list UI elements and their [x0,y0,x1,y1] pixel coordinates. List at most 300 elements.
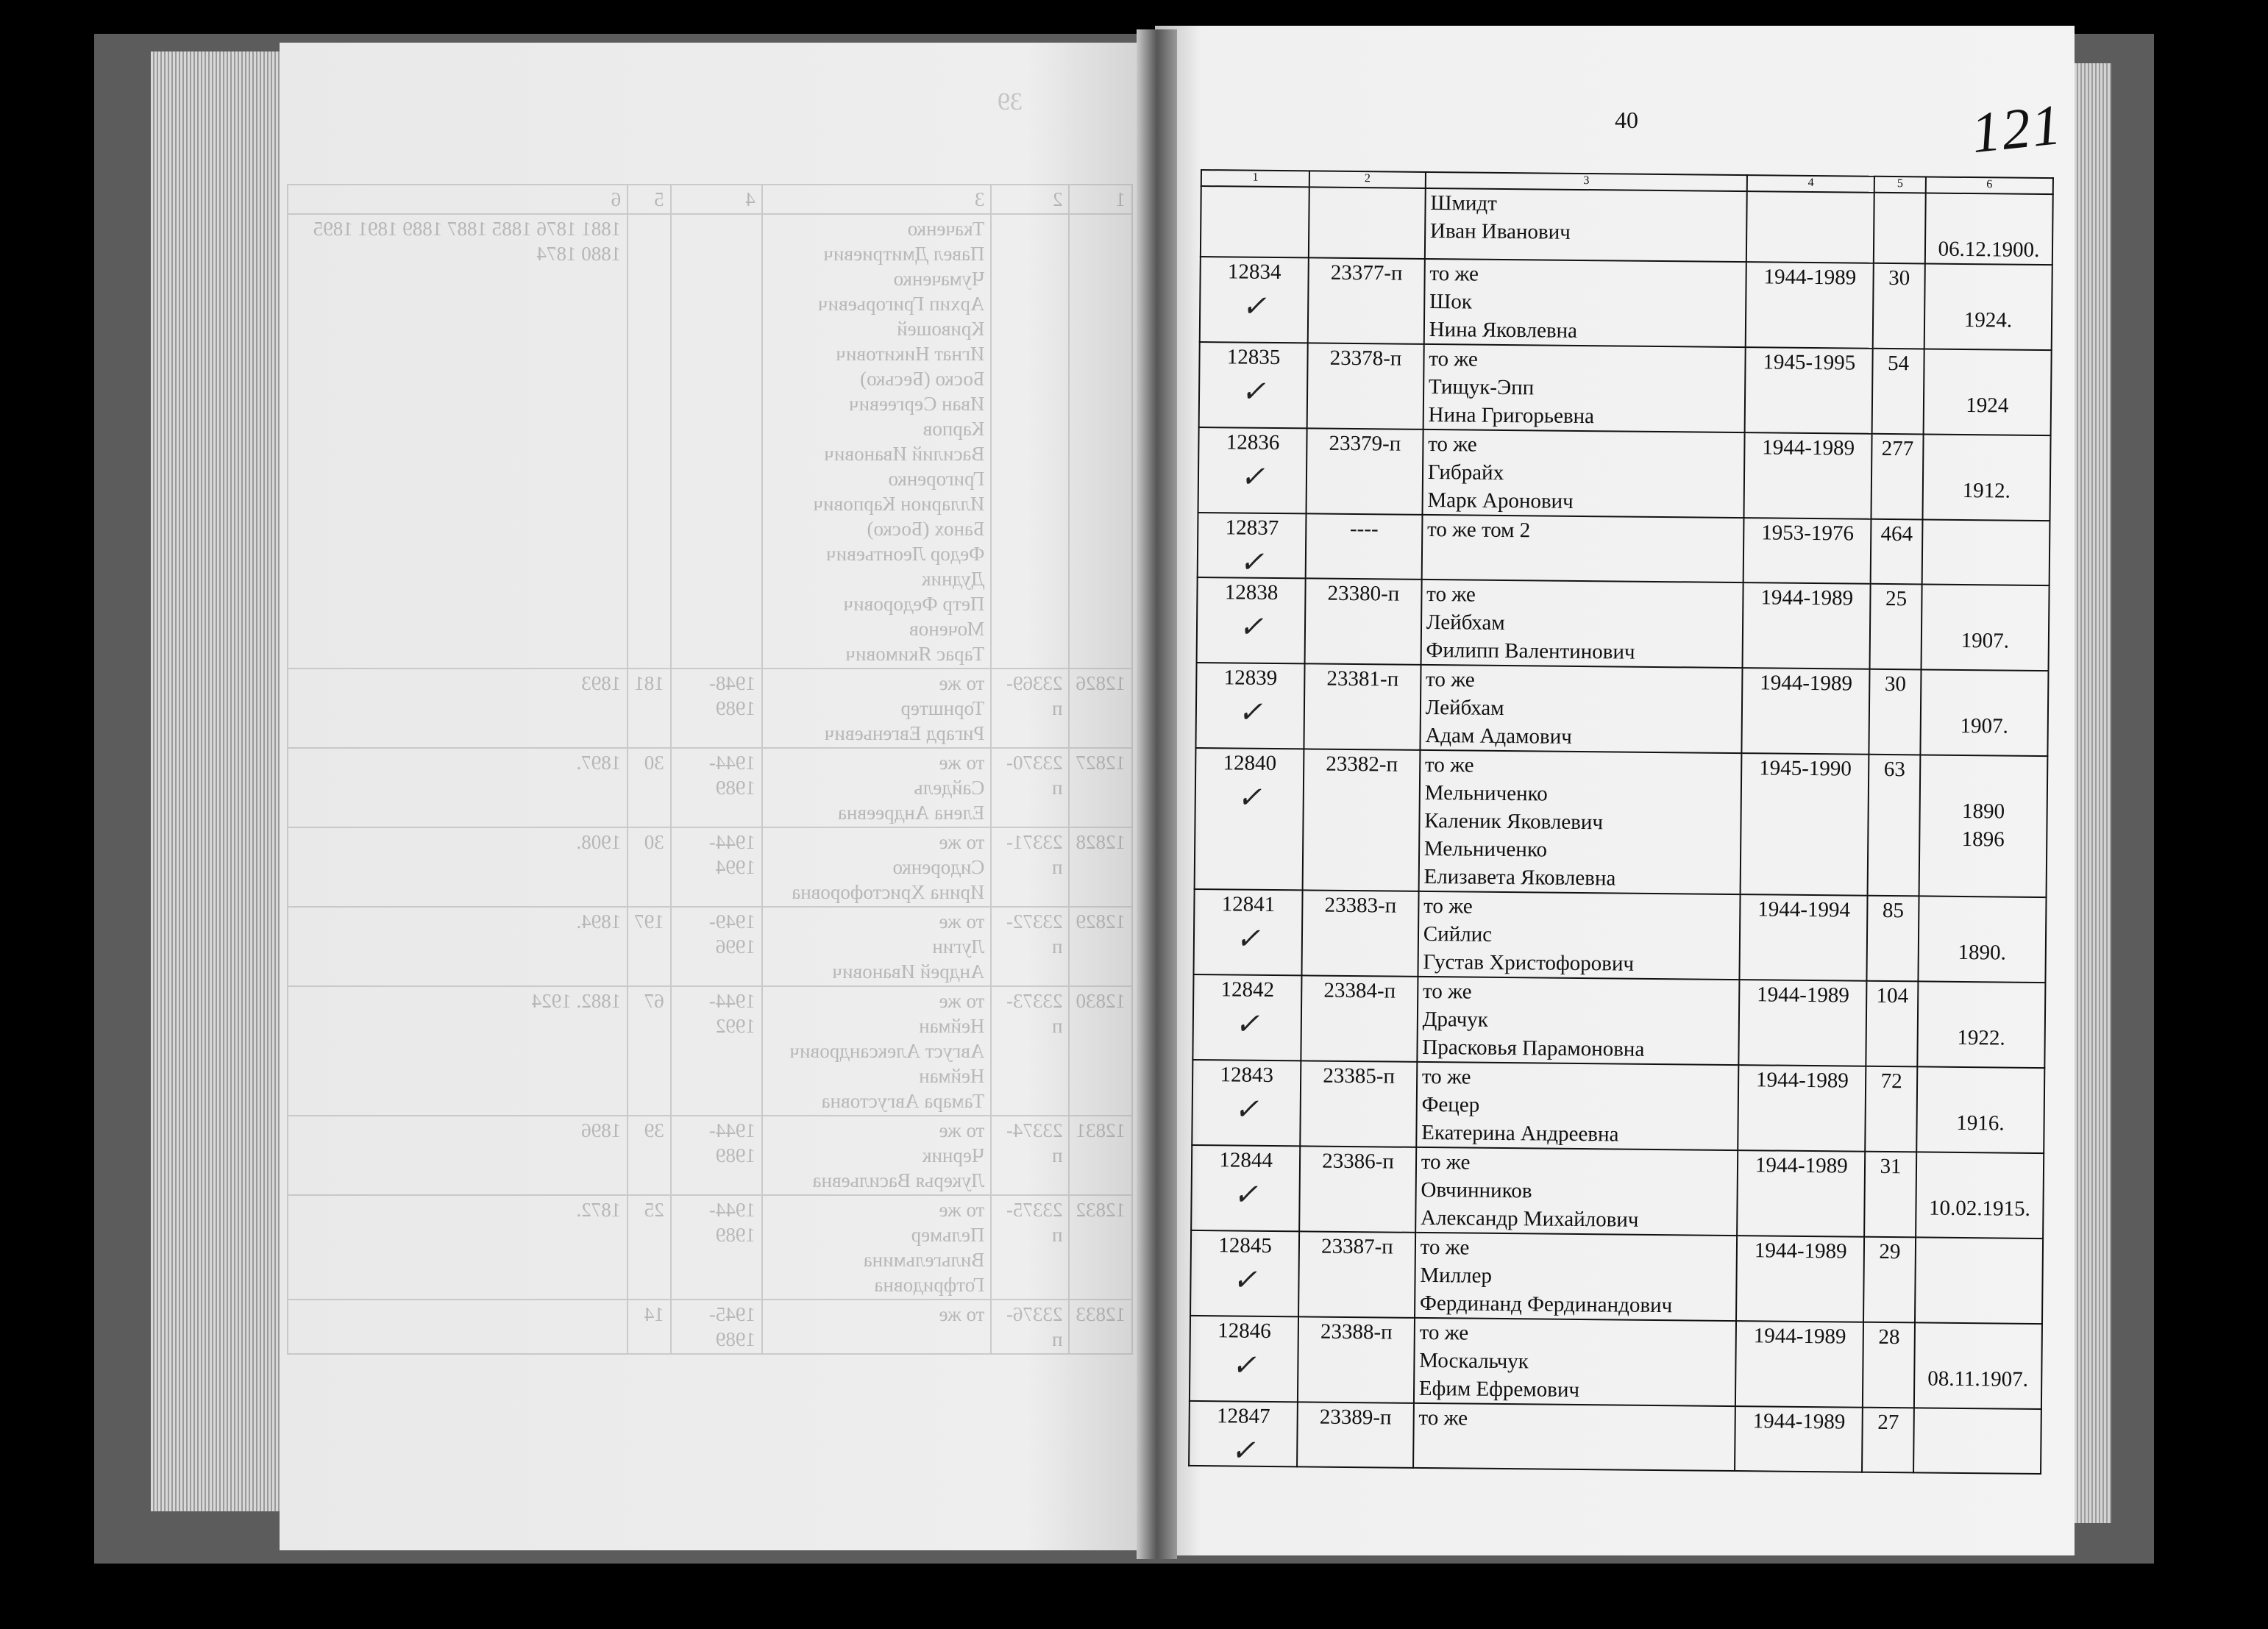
left-name-line: Ткаченко [907,218,985,240]
birth-year [1916,1152,2044,1238]
left-person-names [762,827,992,907]
birth-value: 08.11.1907. [1927,1366,2029,1391]
archive-code: 23385-п [1300,1061,1417,1147]
left-name-line: Архип Григорьевич [817,293,985,315]
left-name-line: Игнат Никитович [836,343,985,365]
birth-value: 1922. [1957,1025,2005,1050]
name-line: Гибрайх [1427,460,1504,485]
person-names [1418,750,1741,894]
left-name-line: Чумаченко [893,268,985,290]
archive-code: ---- [1306,513,1422,580]
left-date-range: 1944-1989 [671,1195,762,1300]
left-sheet-count: 30 [628,827,671,907]
left-record-number: 12830 [1070,986,1133,1116]
checkmark-icon: ✓ [1235,922,1261,955]
name-line: то же [1423,894,1473,919]
birth-year [1914,1322,2042,1409]
checkmark-icon: ✓ [1233,1177,1259,1211]
person-names [1421,515,1743,582]
left-column-header: 1 [1070,185,1133,214]
birth-value: 1890 [1961,799,2005,824]
checkmark-icon: ✓ [1237,695,1263,729]
record-number-text: 12836 [1226,430,1280,455]
person-names [1422,429,1745,518]
left-birth-year: 1881 1876 1885 1887 1889 1891 1895 1880 1874 [288,214,628,669]
archive-code: 23381-п [1304,663,1421,750]
table-row [1192,974,2045,1068]
left-page-number: 39 [998,88,1023,115]
left-date-range [671,214,762,669]
left-person-names [762,986,992,1116]
name-line: Прасковья Парамоновна [1422,1035,1645,1061]
sheet-count: 29 [1863,1237,1916,1323]
left-column-header-row [288,185,1132,214]
table-row [1198,513,2050,585]
page-number: 40 [1615,107,1638,133]
left-name-line: Василий Иванович [824,443,985,465]
left-table-row [288,1195,1132,1300]
left-name-line: Елена Андреевна [837,802,985,824]
left-table-row [288,827,1132,907]
left-name-line: Нейман [919,1015,985,1037]
left-record-number: 12831 [1070,1116,1133,1195]
column-header-3: 3 [1426,172,1748,191]
checkmark-icon: ✓ [1234,1007,1260,1041]
name-line: Филипп Валентинович [1426,638,1635,664]
left-name-line: Григоренко [888,468,985,490]
birth-year [1919,755,2047,897]
name-line: Адам Адамович [1425,723,1572,749]
record-number-text: 12841 [1221,892,1276,917]
book-gutter [1137,29,1177,1559]
left-record-number: 12827 [1070,748,1133,827]
record-number-text: 12840 [1223,751,1277,776]
record-number-text: 12845 [1218,1233,1272,1258]
left-archive-code: 23373-п [991,986,1069,1116]
name-line: Мельниченко [1423,836,1548,862]
left-birth-year [288,1300,628,1354]
date-range: 1944-1989 [1735,1321,1863,1408]
table-row [1195,663,2048,756]
left-column-header: 4 [671,185,762,214]
date-range [1746,191,1874,263]
person-names [1416,1062,1739,1150]
date-range: 1944-1989 [1743,582,1871,669]
checkmark-icon: ✓ [1241,289,1267,323]
register-table-wrap [1188,169,2054,1475]
left-archive-code [991,214,1069,669]
date-range: 1944-1989 [1744,432,1872,519]
person-names [1414,1318,1737,1406]
name-line: то же [1429,261,1479,286]
name-line: Иван Иванович [1429,218,1571,244]
left-sheet-count: 14 [628,1300,671,1354]
record-number [1197,577,1306,663]
left-name-line: Август Александрович [789,1040,985,1062]
date-range: 1953-1976 [1743,518,1871,584]
sheet-count: 27 [1862,1408,1913,1473]
name-line: Густав Христофорович [1423,949,1635,976]
archive-code: 23380-п [1305,578,1422,665]
left-record-number: 12829 [1070,907,1133,986]
record-number-text [1206,187,1304,188]
name-line: Ефим Ефремович [1418,1376,1580,1402]
left-name-line: то же [939,910,985,933]
sheet-count: 25 [1870,584,1922,670]
left-person-names [762,669,992,748]
left-name-line: Лукерья Васильевна [812,1169,985,1191]
archive-code: 23382-п [1303,749,1420,891]
column-header-4: 4 [1747,175,1874,193]
left-name-line: то же [939,672,985,694]
name-line: Москальчук [1419,1348,1529,1374]
left-archive-code: 23374-п [991,1116,1069,1195]
record-number [1189,1401,1298,1466]
archive-code: 23377-п [1308,257,1425,344]
left-name-line: Сайдель [914,777,985,799]
archive-code: 23386-п [1299,1146,1416,1233]
archive-code: 23389-п [1297,1402,1413,1468]
person-names [1417,977,1740,1065]
left-date-range: 1944-1989 [671,748,762,827]
record-number [1190,1316,1298,1402]
left-table-row [288,1300,1132,1354]
left-sheet-count [628,214,671,669]
birth-year [1924,263,2052,350]
name-line: Лейбхам [1426,610,1505,635]
record-number [1192,974,1301,1061]
birth-value: 1912. [1962,478,2011,503]
name-line: Миллер [1420,1263,1493,1288]
person-names [1423,344,1746,432]
left-name-line: Кривошей [897,318,985,340]
left-sheet-count: 197 [628,907,671,986]
column-header-1: 1 [1201,170,1309,187]
archive-code: 23379-п [1307,428,1423,515]
name-line: Сийлис [1423,922,1493,947]
checkmark-icon: ✓ [1238,610,1264,644]
table-row [1198,427,2051,521]
left-table-row [288,748,1132,827]
left-record-number: 12828 [1070,827,1133,907]
left-archive-code: 23372-п [991,907,1069,986]
left-name-line: Боско (Бесько) [860,368,985,390]
left-sheet-count: 67 [628,986,671,1116]
left-birth-year: 1893 [288,669,628,748]
name-line: Фердинанд Фердинандович [1419,1291,1673,1318]
archive-code: 23378-п [1307,343,1424,429]
left-birth-year: 1894. [288,907,628,986]
left-person-names [762,907,992,986]
person-names [1425,188,1747,262]
name-line: то же [1429,346,1479,371]
record-number [1198,427,1307,513]
table-row [1195,748,2048,897]
archive-code: 23388-п [1298,1316,1415,1403]
left-archive-code: 23375-п [991,1195,1069,1300]
sheet-count: 30 [1873,263,1925,349]
sheet-count: 72 [1866,1066,1918,1152]
left-name-line: Павел Дмитриевич [823,243,985,265]
birth-value: 1916. [1956,1111,2005,1136]
birth-value: 10.02.1915. [1928,1196,2030,1221]
left-date-range: 1944-1992 [671,986,762,1116]
column-header-5: 5 [1874,177,1926,193]
checkmark-icon: ✓ [1239,545,1265,579]
record-number-text: 12842 [1220,977,1275,1002]
record-number-text: 12838 [1224,580,1279,605]
left-birth-year: 1896 [288,1116,628,1195]
left-archive-code: 23370-п [991,748,1069,827]
birth-year [1915,1237,2043,1324]
birth-year [1920,669,2048,756]
column-header-6: 6 [1926,177,2053,194]
table-row [1190,1316,2042,1409]
person-names [1415,1147,1738,1236]
left-birth-year: 1897. [288,748,628,827]
archive-code [1309,187,1425,259]
record-number [1198,513,1307,578]
date-range: 1944-1989 [1735,1406,1863,1472]
birth-value: 1907. [1960,628,2010,653]
left-name-line: Дудник [921,568,985,590]
left-name-line: то же [939,990,985,1012]
left-name-line: Тарас Якимович [845,643,985,665]
person-names [1421,580,1743,668]
archive-code: 23387-п [1298,1231,1415,1318]
date-range: 1944-1989 [1739,980,1867,1066]
left-date-range: 1949-1996 [671,907,762,986]
sheet-count: 31 [1864,1152,1916,1238]
sheet-count: 85 [1867,896,1919,982]
left-name-line: Лугин [932,935,985,958]
left-column-header: 3 [762,185,992,214]
sheet-count: 277 [1871,434,1924,520]
name-line: то же [1421,1149,1471,1174]
table-row [1197,577,2050,671]
record-number [1199,342,1308,428]
left-table-row [288,669,1132,748]
birth-year [1923,349,2051,435]
date-range: 1945-1995 [1745,347,1873,434]
left-archive-code: 23376-п [991,1300,1069,1354]
left-name-line: Пельмер [911,1224,985,1246]
date-range: 1944-1989 [1746,262,1874,349]
table-row [1201,186,2053,265]
table-row [1193,889,2046,983]
record-number-text: 12843 [1220,1063,1274,1088]
birth-value: 1890. [1958,940,2007,965]
left-sheet-count: 181 [628,669,671,748]
checkmark-icon: ✓ [1237,780,1262,814]
birth-year [1921,584,2049,671]
record-number-text: 12846 [1217,1319,1271,1343]
name-line: то же [1424,752,1474,777]
left-column-header: 2 [991,185,1069,214]
left-sheet-count: 30 [628,748,671,827]
left-name-line: Иван Сергеевич [849,393,985,415]
table-row [1189,1401,2041,1474]
name-line: Каленик Яковлевич [1424,808,1604,835]
archive-code: 23383-п [1302,890,1419,977]
left-table-row [288,907,1132,986]
left-name-line: то же [939,1303,985,1325]
record-number [1201,186,1309,257]
left-name-line: Петр Федорович [843,593,985,615]
birth-year [1925,193,2053,265]
record-number [1195,663,1304,749]
left-name-line: Сидоренко [892,856,985,878]
birth-value: 1924. [1963,307,2013,332]
sheet-count: 54 [1872,349,1924,435]
sheet-count [1874,193,1925,264]
left-name-line: Карпов [923,418,985,440]
record-number-text: 12834 [1227,260,1281,285]
person-names [1415,1233,1738,1321]
left-person-names [762,748,992,827]
name-line: то же [1419,1320,1469,1345]
left-name-line: Илларион Карпович [813,493,985,515]
left-column-header: 5 [628,185,671,214]
checkmark-icon: ✓ [1232,1263,1258,1297]
register-table [1188,169,2054,1475]
name-line: Мельниченко [1424,780,1548,806]
left-birth-year: 1872. [288,1195,628,1300]
left-name-line: то же [939,752,985,774]
table-row [1200,257,2052,350]
table-row [1199,342,2052,435]
record-number-text: 12837 [1225,516,1279,541]
name-line: то же [1426,582,1476,607]
record-number-text: 12844 [1219,1148,1273,1173]
name-line: то же [1421,1064,1471,1089]
sheet-count: 28 [1863,1322,1915,1408]
name-line: Александр Михайлович [1420,1205,1639,1232]
record-number [1193,889,1302,975]
left-name-line: Черник [922,1144,985,1166]
left-name-line: Тамара Августовна [821,1090,985,1112]
record-number-text: 12835 [1226,345,1281,370]
name-line: то же [1420,1235,1470,1260]
name-line: Елизавета Яковлевна [1423,864,1616,891]
checkmark-icon: ✓ [1240,460,1265,493]
name-line: то же [1425,667,1475,692]
birth-year [1918,896,2046,983]
table-row [1191,1145,2044,1238]
name-line: то же [1422,979,1472,1004]
left-record-number [1070,214,1133,669]
left-person-names [762,1116,992,1195]
name-line: Овчинников [1421,1177,1532,1203]
left-birth-year: 1882. 1924 [288,986,628,1116]
left-name-line: Ирина Христофоровна [792,881,985,903]
left-person-names [762,214,992,669]
checkmark-icon: ✓ [1234,1092,1259,1126]
left-name-line: Нейман [919,1065,985,1087]
left-name-line: Торнштер [900,697,985,719]
checkmark-icon: ✓ [1240,374,1266,408]
handwritten-folio-number: 121 [1968,91,2066,165]
sheet-count: 464 [1871,519,1922,585]
record-number [1192,1060,1301,1146]
name-line: Нина Яковлевна [1429,317,1578,343]
record-number [1190,1230,1299,1316]
left-name-line: Моченов [909,618,985,640]
sheet-count: 30 [1869,669,1922,755]
left-archive-code: 23369-п [991,669,1069,748]
record-number-text: 12839 [1223,666,1278,691]
birth-year [1922,434,2050,521]
date-range: 1944-1989 [1738,1065,1866,1152]
checkmark-icon: ✓ [1230,1433,1256,1467]
left-name-line: то же [939,1119,985,1141]
left-record-number: 12833 [1070,1300,1133,1354]
name-line: Марк Аронович [1427,488,1574,513]
name-line: Нина Григорьевна [1428,402,1595,429]
date-range: 1944-1989 [1736,1236,1864,1322]
left-name-line: Андрей Иванович [832,960,985,983]
record-number [1191,1145,1300,1231]
archive-code: 23384-п [1301,975,1418,1062]
left-archive-code: 23371-п [991,827,1069,907]
date-range: 1944-1994 [1740,894,1868,981]
name-line: Драчук [1422,1007,1489,1032]
left-sheet-count: 25 [628,1195,671,1300]
left-name-line: Федор Леонтьевич [826,543,985,565]
left-name-line: Вильгельмина Готфридовна [863,1249,985,1296]
left-table-row [288,214,1132,669]
left-date-range: 1944-1989 [671,1116,762,1195]
left-name-line: Банох (Боско) [867,518,985,540]
sheet-count: 63 [1868,755,1920,897]
birth-year [1922,519,2050,585]
table-row [1192,1060,2044,1153]
birth-year [1917,981,2045,1068]
left-record-number: 12832 [1070,1195,1133,1300]
date-range: 1945-1990 [1741,753,1869,896]
date-range: 1944-1989 [1737,1150,1865,1237]
name-line: Екатерина Андреевна [1421,1120,1619,1147]
left-person-names [762,1300,992,1354]
name-line: Лейбхам [1425,695,1504,720]
record-number [1195,748,1304,890]
left-birth-year: 1908. [288,827,628,907]
left-table-row [288,1116,1132,1195]
table-row [1190,1230,2043,1324]
left-date-range: 1945-1989 [671,1300,762,1354]
birth-year [1913,1408,2041,1474]
left-name-line: Ригард Евгеньевич [824,722,985,744]
record-number [1200,257,1309,343]
name-line: Фецер [1421,1092,1480,1117]
person-names [1420,665,1743,753]
checkmark-icon: ✓ [1231,1348,1256,1382]
left-page-bleed-through [287,88,1133,1390]
left-date-range: 1948-1989 [671,669,762,748]
left-date-range: 1944-1994 [671,827,762,907]
name-line: Шок [1429,289,1473,314]
left-table-row [288,986,1132,1116]
column-header-2: 2 [1309,171,1426,188]
left-column-header: 6 [288,185,628,214]
person-names [1418,891,1741,980]
left-name-line: то же [939,831,985,853]
birth-value: 1924 [1966,393,2009,418]
date-range: 1944-1989 [1742,668,1870,755]
left-name-line: то же [939,1199,985,1221]
name-line: то же [1418,1405,1468,1430]
name-line: Тищук-Эпп [1428,374,1535,400]
